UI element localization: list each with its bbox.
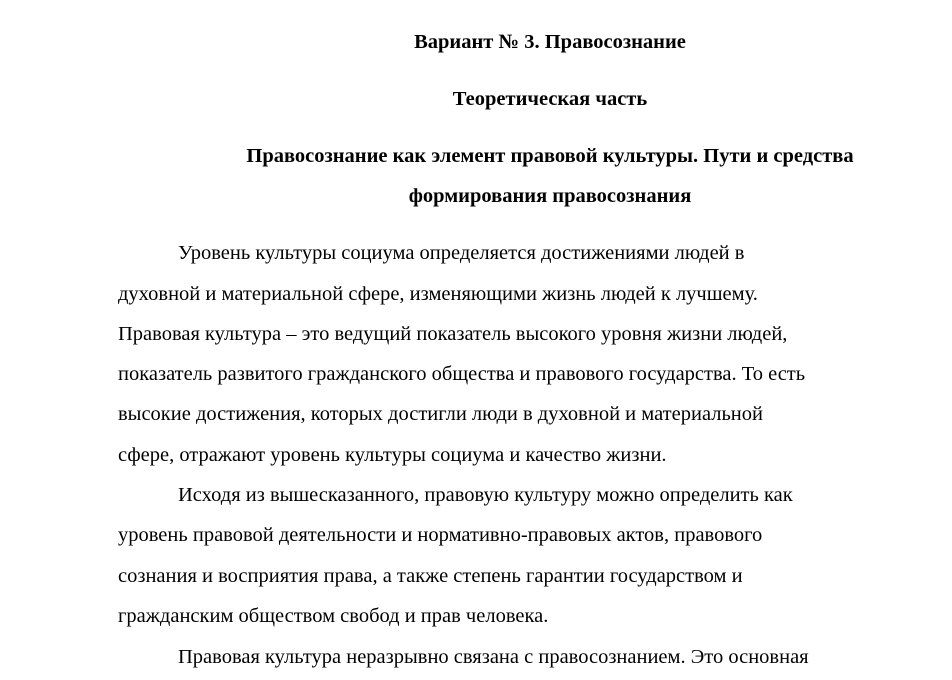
paragraph-2-line-3: сознания и восприятия права, а также степень гарантии государством и — [118, 565, 743, 587]
paragraph-1-line-3: Правовая культура – это ведущий показатель высокого уровня жизни людей, — [118, 323, 788, 345]
paragraph-3-line-1: Правовая культура неразрывно связана с правосознанием. Это основная — [178, 646, 809, 668]
document-title: Вариант № 3. Правосознание — [414, 31, 686, 53]
section-heading: Теоретическая часть — [452, 88, 648, 110]
paragraph-2-line-4: гражданским обществом свобод и прав человека. — [118, 605, 549, 627]
paragraph-2-line-1: Исходя из вышесказанного, правовую культуру можно определить как — [178, 484, 793, 506]
topic-heading-line-1: Правосознание как элемент правовой культуры. Пути и средства — [246, 145, 854, 167]
paragraph-1-line-6: сфере, отражают уровень культуры социума и качество жизни. — [118, 444, 667, 466]
paragraph-1-line-1: Уровень культуры социума определяется достижениями людей в — [178, 242, 745, 264]
paragraph-1-line-4: показатель развитого гражданского общества и правового государства. То есть — [118, 363, 806, 385]
paragraph-1-line-2: духовной и материальной сфере, изменяющими жизнь людей к лучшему. — [118, 283, 758, 305]
paragraph-2-line-2: уровень правовой деятельности и нормативно-правовых актов, правового — [118, 524, 763, 546]
topic-heading-line-2: формирования правосознания — [408, 185, 692, 207]
paragraph-1-line-5: высокие достижения, которых достигли люди в духовной и материальной — [118, 403, 763, 425]
